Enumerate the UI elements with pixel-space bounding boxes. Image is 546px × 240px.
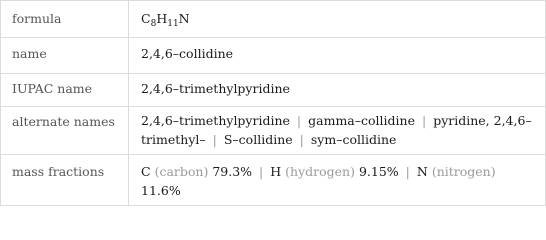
value-mass-fractions: [141, 162, 536, 200]
alternate-name: sym–collidine: [310, 132, 397, 147]
separator: |: [296, 113, 302, 128]
row-name: [1, 38, 545, 74]
value-iupac: 2,4,6–trimethylpyridine: [141, 81, 290, 96]
row-alternate-names: [1, 107, 545, 155]
row-formula: [1, 1, 545, 38]
alternate-name: 2,4,6–trimethylpyridine: [141, 113, 290, 128]
mass-value: 9.15%: [358, 164, 399, 179]
mass-element: (carbon): [154, 164, 209, 179]
label-alternate-names: alternate names: [12, 114, 115, 129]
label-formula: formula: [12, 11, 62, 26]
separator: |: [405, 164, 410, 179]
alternate-name: pyridine, 2,4,6–trimethyl–: [141, 113, 532, 147]
label-iupac: IUPAC name: [12, 81, 93, 96]
value-alternate-names: [141, 111, 536, 149]
separator: |: [421, 113, 427, 128]
mass-symbol: C: [141, 164, 151, 179]
value-formula: $C_8H_{11}N$: [141, 11, 190, 29]
separator: |: [212, 132, 217, 147]
separator: |: [259, 164, 264, 179]
alternate-name: S–collidine: [223, 132, 293, 147]
value-name: 2,4,6–collidine: [141, 46, 234, 61]
mass-element: (hydrogen): [285, 164, 355, 179]
row-mass-fractions: [1, 155, 545, 205]
alternate-name: gamma–collidine: [308, 113, 415, 128]
row-iupac: [1, 74, 545, 107]
separator: |: [299, 132, 304, 147]
mass-value: 11.6%: [141, 183, 181, 198]
mass-symbol: N: [416, 164, 428, 179]
mass-element: (nitrogen): [431, 164, 496, 179]
label-name: name: [12, 46, 47, 61]
mass-symbol: H: [270, 164, 282, 179]
label-mass-fractions: mass fractions: [12, 164, 105, 179]
mass-value: 79.3%: [212, 164, 253, 179]
